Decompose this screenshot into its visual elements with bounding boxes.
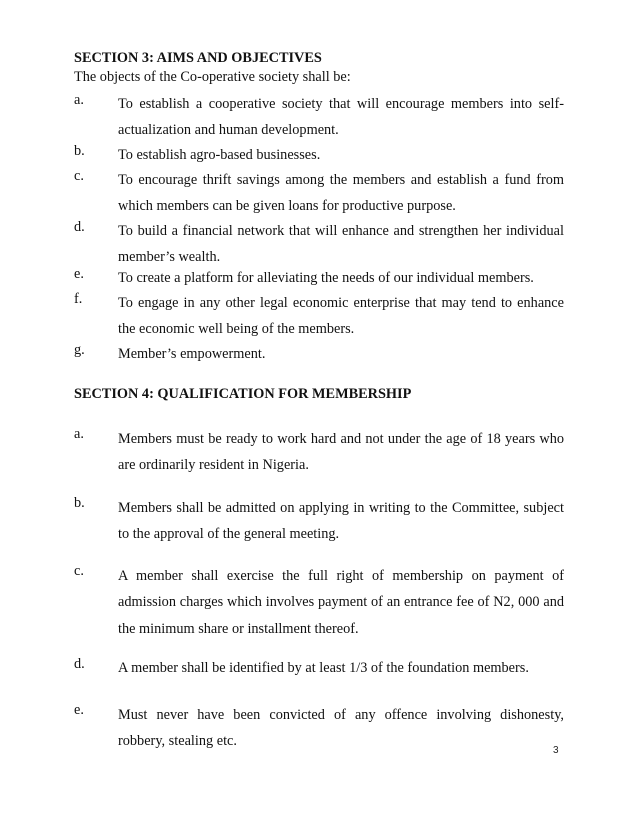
section-3-item-f-letter: f. (74, 291, 83, 307)
section-4-item-e-letter: e. (74, 702, 84, 718)
section-4-heading: SECTION 4: QUALIFICATION FOR MEMBERSHIP (74, 386, 412, 402)
section-3-item-g-letter: g. (74, 342, 85, 358)
section-4-item-c-letter: c. (74, 563, 84, 579)
section-4-item-a-letter: a. (74, 426, 84, 442)
section-3-item-b-letter: b. (74, 143, 85, 159)
section-4-item-d-text: A member shall be identified by at least 1/3 of the foundation members. (118, 660, 529, 676)
section-4-item-b-letter: b. (74, 495, 85, 511)
section-3-item-d-text: To build a financial network that will enhance and strengthen her individual member’s wealth. (118, 223, 564, 265)
section-4-item-d-letter: d. (74, 656, 85, 672)
section-3-item-e-text: To create a platform for alleviating the needs of our individual members. (118, 270, 534, 286)
section-3-item-a-letter: a. (74, 92, 84, 108)
section-4-item-b-text: Members shall be admitted on applying in writing to the Committee, subject to the approval of the general meeting. (118, 500, 564, 543)
section-3-item-g-text: Member’s empowerment. (118, 346, 266, 362)
section-4-item-e-text: Must never have been convicted of any offence involving dishonesty, robbery, stealing etc. (118, 707, 564, 750)
section-3-intro: The objects of the Co-operative society shall be: (74, 69, 351, 85)
section-3-heading: SECTION 3: AIMS AND OBJECTIVES (74, 50, 322, 66)
section-4-item-a-text: Members must be ready to work hard and not under the age of 18 years who are ordinarily resident in Nigeria. (118, 431, 564, 474)
section-3-item-e-letter: e. (74, 266, 84, 282)
section-3-item-a-text: To establish a cooperative society that will encourage members into self-actualization and human development. (118, 96, 564, 138)
section-3-item-f-text: To engage in any other legal economic enterprise that may tend to enhance the economic well being of the members. (118, 295, 564, 337)
page-number: 3 (553, 745, 559, 756)
section-4-item-c-text: A member shall exercise the full right of membership on payment of admission charges which involves payment of an entrance fee of N2, 000 and the minimum share or installment thereof. (118, 568, 564, 637)
section-3-item-c-letter: c. (74, 168, 84, 184)
section-3-item-d-letter: d. (74, 219, 85, 235)
section-3-item-c-text: To encourage thrift savings among the members and establish a fund from which members can be given loans for productive purpose. (118, 172, 564, 214)
section-3-item-b-text: To establish agro-based businesses. (118, 147, 321, 163)
